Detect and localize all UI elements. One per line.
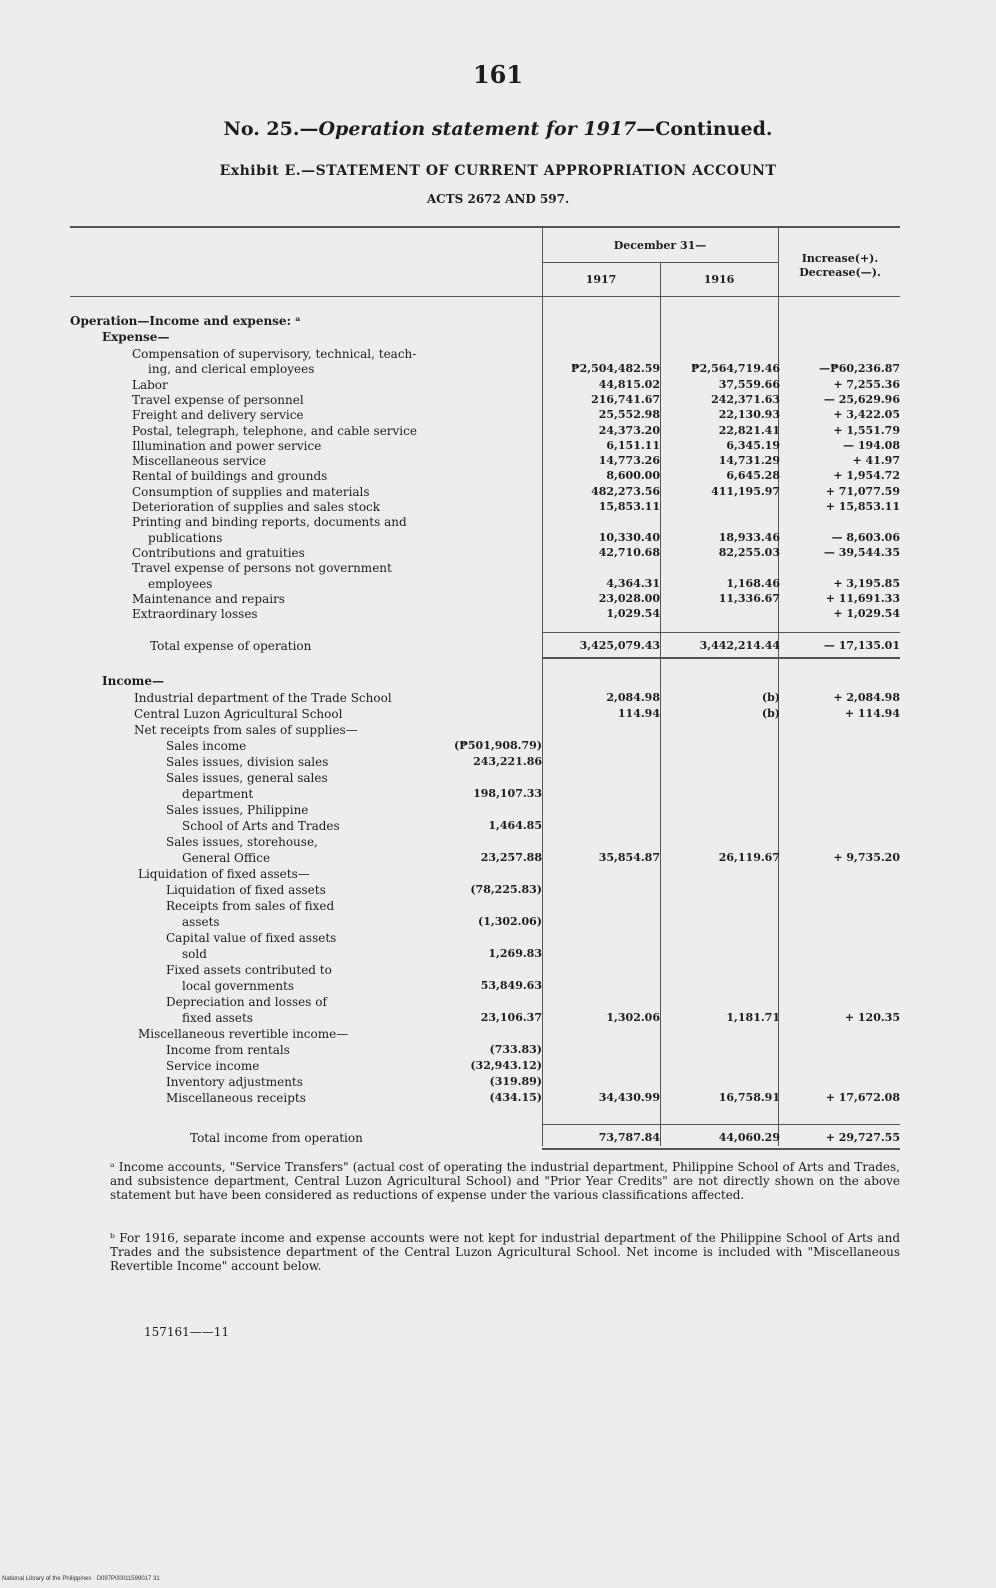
row-label: Consumption of supplies and materials bbox=[132, 484, 370, 499]
row-label: Sales issues, general sales bbox=[166, 771, 328, 785]
row-label: Travel expense of persons not government bbox=[132, 561, 392, 576]
total-income-change: + 29,727.55 bbox=[825, 1131, 900, 1144]
row-label: Miscellaneous revertible income— bbox=[138, 1027, 349, 1041]
row-label: Printing and binding reports, documents and bbox=[132, 515, 407, 530]
row-subvalue: (319.89) bbox=[489, 1075, 542, 1088]
row-label: Central Luzon Agricultural School bbox=[134, 707, 343, 721]
row-label: Industrial department of the Trade School bbox=[134, 691, 392, 705]
table-row bbox=[0, 438, 996, 454]
table-row bbox=[0, 994, 996, 1010]
total-expense-change: — 17,135.01 bbox=[823, 639, 900, 652]
table-row bbox=[0, 850, 996, 866]
row-value-1916: ₱2,564,719.46 bbox=[690, 362, 780, 376]
row-value-1917: 1,302.06 bbox=[606, 1011, 660, 1024]
row-label: department bbox=[182, 787, 254, 801]
row-subvalue: (78,225.83) bbox=[470, 883, 542, 896]
table-row bbox=[0, 591, 996, 607]
row-value-1917: 114.94 bbox=[617, 707, 660, 720]
row-change: —₱60,236.87 bbox=[819, 362, 900, 376]
row-label: Miscellaneous receipts bbox=[166, 1091, 306, 1105]
row-value-1916: 411,195.97 bbox=[711, 484, 780, 498]
row-value-1917: 44,815.02 bbox=[598, 377, 660, 391]
row-change: + 1,029.54 bbox=[833, 607, 900, 621]
row-change: + 7,255.36 bbox=[833, 377, 900, 391]
row-label: School of Arts and Trades bbox=[182, 819, 340, 833]
table-row bbox=[0, 346, 996, 362]
row-value-1916: 6,345.19 bbox=[726, 438, 780, 452]
table-row bbox=[0, 1010, 996, 1026]
row-value-1916: 6,645.28 bbox=[726, 469, 780, 483]
row-value-1916: (b) bbox=[761, 691, 780, 704]
row-subvalue: (32,943.12) bbox=[470, 1059, 542, 1072]
table-row bbox=[0, 1090, 996, 1106]
row-value-1916: 22,130.93 bbox=[718, 408, 780, 422]
header-decrease: Decrease(—). bbox=[799, 266, 881, 279]
exhibit-subtitle: Exhibit E.—STATEMENT OF CURRENT APPROPRIATION ACCOUNT bbox=[219, 163, 777, 179]
row-value-1916: 14,731.29 bbox=[718, 454, 780, 468]
header-bottom-rule bbox=[70, 296, 900, 297]
row-label: Liquidation of fixed assets— bbox=[138, 867, 310, 881]
archive-credit: National Library of the Philippines · D097P00011599017 31 bbox=[2, 1576, 160, 1582]
section-operation: Operation—Income and expense: ᵃ bbox=[70, 314, 301, 328]
row-change: + 41.97 bbox=[852, 454, 900, 468]
page-number: 161 bbox=[472, 60, 524, 89]
header-1916: 1916 bbox=[703, 273, 735, 286]
row-change: — 25,629.96 bbox=[823, 392, 900, 406]
row-change: — 8,603.06 bbox=[831, 530, 900, 544]
row-value-1917: 23,028.00 bbox=[598, 591, 660, 605]
row-label: assets bbox=[182, 915, 220, 929]
total-income-label: Total income from operation bbox=[190, 1131, 363, 1145]
row-label: Depreciation and losses of bbox=[166, 995, 327, 1009]
table-row bbox=[0, 786, 996, 802]
print-code: 157161——11 bbox=[144, 1325, 230, 1339]
table-row bbox=[0, 545, 996, 561]
table-row bbox=[0, 1026, 996, 1042]
row-value-1917: 42,710.68 bbox=[598, 545, 660, 559]
header-december: December 31— bbox=[613, 239, 707, 252]
footnote-a: ᵃ Income accounts, "Service Transfers" (actual cost of operating the industrial department, Philippine School of Arts and Trades, and subsistence department, Central Luzon Agricultural School) and "Prior Year Credits" are not directly shown on the above statement but have been considered as reductions of expense under the various classifications affected. bbox=[110, 1160, 900, 1202]
total-expense-1916: 3,442,214.44 bbox=[699, 639, 780, 652]
table-row bbox=[0, 818, 996, 834]
row-change: + 120.35 bbox=[844, 1011, 900, 1024]
row-value-1916: 11,336.67 bbox=[718, 591, 780, 605]
row-label: Maintenance and repairs bbox=[132, 591, 285, 606]
table-row bbox=[0, 738, 996, 754]
row-label: Illumination and power service bbox=[132, 438, 322, 453]
table-row bbox=[0, 484, 996, 500]
section-income: Income— bbox=[102, 674, 164, 688]
table-row bbox=[0, 898, 996, 914]
row-label: Sales income bbox=[166, 739, 247, 753]
table-row bbox=[0, 754, 996, 770]
row-value-1917: 2,084.98 bbox=[606, 691, 660, 704]
row-value-1916: 1,168.46 bbox=[726, 576, 780, 590]
row-subvalue: 23,106.37 bbox=[480, 1011, 542, 1024]
table-row bbox=[0, 576, 996, 592]
row-subvalue: 198,107.33 bbox=[473, 787, 542, 800]
table-row bbox=[0, 453, 996, 469]
row-label: ing, and clerical employees bbox=[148, 362, 315, 377]
row-label: Compensation of supervisory, technical, teach- bbox=[132, 347, 417, 361]
row-value-1917: ₱2,504,482.59 bbox=[570, 362, 660, 376]
row-change: + 71,077.59 bbox=[825, 484, 900, 498]
table-row bbox=[0, 530, 996, 546]
row-label: Freight and delivery service bbox=[132, 408, 304, 423]
footnote-b: ᵇ For 1916, separate income and expense accounts were not kept for industrial department of the Philippine School of Arts and Trades and the subsistence department of the Central Luzon Agricultural School. Net income is included with "Miscellaneous Revertible Income" account below. bbox=[110, 1231, 900, 1273]
row-label: Deterioration of supplies and sales stock bbox=[132, 500, 381, 514]
row-value-1916: 37,559.66 bbox=[718, 377, 780, 391]
row-label: sold bbox=[182, 947, 207, 961]
row-label: local governments bbox=[182, 979, 295, 993]
table-row bbox=[0, 468, 996, 484]
table-row bbox=[0, 1042, 996, 1058]
table-row bbox=[0, 1058, 996, 1074]
row-value-1916: 18,933.46 bbox=[718, 530, 780, 544]
total-expense-top-rule bbox=[542, 632, 900, 633]
table-row bbox=[0, 560, 996, 576]
title-prefix: No. 25.— bbox=[223, 118, 319, 140]
row-change: + 9,735.20 bbox=[833, 851, 900, 864]
table-row bbox=[0, 377, 996, 393]
page-title bbox=[0, 118, 996, 140]
section-expense: Expense— bbox=[102, 330, 170, 344]
row-label: Sales issues, division sales bbox=[166, 755, 329, 769]
row-change: + 11,691.33 bbox=[825, 591, 900, 605]
row-label: Income from rentals bbox=[166, 1043, 290, 1057]
row-value-1917: 34,430.99 bbox=[598, 1091, 660, 1104]
table-row bbox=[0, 866, 996, 882]
row-subvalue: (₱501,908.79) bbox=[454, 739, 542, 752]
row-value-1916: 26,119.67 bbox=[718, 851, 780, 864]
header-1917: 1917 bbox=[585, 273, 617, 286]
total-income-1917: 73,787.84 bbox=[598, 1131, 660, 1144]
total-expense-bottom-rule bbox=[542, 657, 900, 659]
row-label: Miscellaneous service bbox=[132, 454, 267, 469]
table-row bbox=[0, 722, 996, 738]
row-subvalue: 1,269.83 bbox=[488, 947, 542, 960]
total-expense-row bbox=[0, 638, 996, 654]
row-subvalue: (1,302.06) bbox=[478, 915, 542, 928]
row-value-1917: 1,029.54 bbox=[606, 607, 660, 621]
row-change: + 2,084.98 bbox=[833, 691, 900, 704]
row-label: Net receipts from sales of supplies— bbox=[134, 723, 358, 737]
total-expense-1917: 3,425,079.43 bbox=[579, 639, 660, 652]
table-row bbox=[0, 1074, 996, 1090]
row-value-1917: 14,773.26 bbox=[598, 454, 660, 468]
table-row bbox=[0, 514, 996, 530]
row-label: Sales issues, Philippine bbox=[166, 803, 309, 817]
row-subvalue: 1,464.85 bbox=[488, 819, 542, 832]
table-row bbox=[0, 802, 996, 818]
table-row bbox=[0, 770, 996, 786]
table-row bbox=[0, 423, 996, 439]
row-value-1917: 35,854.87 bbox=[598, 851, 660, 864]
table-row bbox=[0, 606, 996, 622]
row-subvalue: (733.83) bbox=[489, 1043, 542, 1056]
row-label: fixed assets bbox=[182, 1011, 253, 1025]
row-value-1917: 4,364.31 bbox=[606, 576, 660, 590]
row-label: Receipts from sales of fixed bbox=[166, 899, 335, 913]
row-label: publications bbox=[148, 530, 223, 545]
table-row bbox=[0, 930, 996, 946]
table-row bbox=[0, 407, 996, 423]
table-row bbox=[0, 962, 996, 978]
row-value-1916: 1,181.71 bbox=[726, 1011, 780, 1024]
acts-line: ACTS 2672 AND 597. bbox=[426, 192, 570, 206]
row-change: + 1,954.72 bbox=[833, 469, 900, 483]
row-label: Service income bbox=[166, 1059, 260, 1073]
row-value-1916: 242,371.63 bbox=[711, 392, 780, 406]
row-value-1916: 22,821.41 bbox=[718, 423, 780, 437]
row-change: + 3,195.85 bbox=[833, 576, 900, 590]
table-row bbox=[0, 882, 996, 898]
row-label: General Office bbox=[182, 851, 271, 865]
total-income-top-rule bbox=[542, 1124, 900, 1125]
table-row bbox=[0, 834, 996, 850]
row-value-1917: 8,600.00 bbox=[606, 469, 660, 483]
title-suffix: —Continued. bbox=[636, 118, 773, 140]
title-italic: Operation statement for 1917 bbox=[318, 118, 637, 140]
table-row bbox=[0, 392, 996, 408]
row-label: Contributions and gratuities bbox=[132, 545, 305, 560]
row-label: Rental of buildings and grounds bbox=[132, 469, 328, 484]
row-label: Travel expense of personnel bbox=[132, 392, 304, 407]
row-subvalue: (434.15) bbox=[489, 1091, 542, 1104]
table-row bbox=[0, 499, 996, 515]
table-row bbox=[0, 978, 996, 994]
row-label: employees bbox=[148, 576, 213, 591]
row-subvalue: 23,257.88 bbox=[480, 851, 542, 864]
row-label: Extraordinary losses bbox=[132, 607, 258, 622]
row-change: + 3,422.05 bbox=[833, 408, 900, 422]
total-income-1916: 44,060.29 bbox=[718, 1131, 780, 1144]
row-value-1917: 216,741.67 bbox=[591, 392, 660, 406]
row-subvalue: 53,849.63 bbox=[480, 979, 542, 992]
row-value-1917: 10,330.40 bbox=[598, 530, 660, 544]
table-row bbox=[0, 690, 996, 706]
total-expense-label: Total expense of operation bbox=[150, 639, 312, 653]
row-value-1916: 82,255.03 bbox=[718, 545, 780, 559]
table-row bbox=[0, 946, 996, 962]
row-label: Liquidation of fixed assets bbox=[166, 883, 326, 897]
row-value-1916: 16,758.91 bbox=[718, 1091, 780, 1104]
row-label: Sales issues, storehouse, bbox=[166, 835, 318, 849]
row-change: + 17,672.08 bbox=[825, 1091, 900, 1104]
total-income-bottom-rule bbox=[542, 1148, 900, 1150]
header-increase: Increase(+). bbox=[801, 252, 879, 265]
row-change: — 194.08 bbox=[843, 438, 900, 452]
row-value-1917: 15,853.11 bbox=[598, 500, 660, 513]
table-row bbox=[0, 361, 996, 377]
row-value-1916: (b) bbox=[761, 707, 780, 720]
row-label: Inventory adjustments bbox=[166, 1075, 303, 1089]
table-top-rule bbox=[70, 226, 900, 228]
row-change: + 1,551.79 bbox=[833, 423, 900, 437]
table-row bbox=[0, 914, 996, 930]
table-row bbox=[0, 706, 996, 722]
row-label: Postal, telegraph, telephone, and cable service bbox=[132, 423, 417, 438]
row-subvalue: 243,221.86 bbox=[473, 755, 542, 768]
row-value-1917: 24,373.20 bbox=[598, 423, 660, 437]
row-value-1917: 25,552.98 bbox=[598, 408, 660, 422]
total-income-row bbox=[0, 1130, 996, 1146]
row-change: — 39,544.35 bbox=[823, 545, 900, 559]
row-change: + 15,853.11 bbox=[825, 500, 900, 513]
row-label: Labor bbox=[132, 377, 168, 392]
row-value-1917: 482,273.56 bbox=[591, 484, 660, 498]
row-label: Fixed assets contributed to bbox=[166, 963, 332, 977]
row-change: + 114.94 bbox=[844, 707, 900, 720]
row-label: Capital value of fixed assets bbox=[166, 931, 337, 945]
row-value-1917: 6,151.11 bbox=[606, 438, 660, 452]
